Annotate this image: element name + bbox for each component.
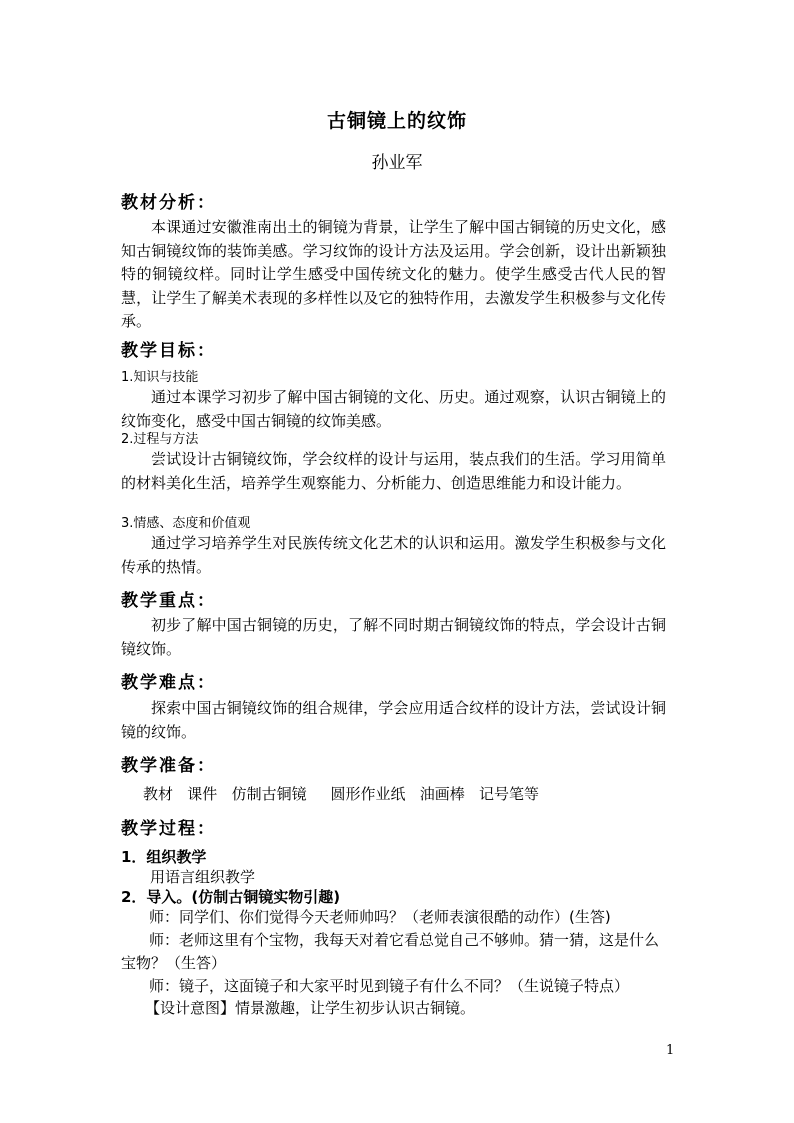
process-line-4: 【设计意图】情景激趣，让学生初步认识古铜镜。 [145, 999, 476, 1017]
section-heading-goals: 教学目标： [121, 341, 216, 361]
goal-text-3: 通过学习培养学生对民族传统文化艺术的认识和运用。激发学生积极参与文化传承的热情。 [121, 534, 666, 576]
process-step-2-title: 2．导入。(仿制古铜镜实物引趣) [121, 888, 341, 906]
process-line-2: 师：老师这里有个宝物，我每天对着它看总觉自己不够帅。猜一猜，这是什么宝物？（生答） [121, 931, 660, 972]
section-heading-key: 教学重点： [121, 591, 216, 611]
section-heading-process: 教学过程： [121, 819, 216, 839]
section-heading-prep: 教学准备： [121, 756, 216, 776]
goal-label-1: 1.知识与技能 [121, 370, 199, 385]
goal-label-2: 2.过程与方法 [121, 432, 199, 447]
page-number: 1 [666, 1043, 675, 1058]
prep-materials: 教材 课件 仿制古铜镜 圆形作业纸 油画棒 记号笔等 [143, 785, 540, 803]
process-step-1-title: 1．组织教学 [121, 848, 207, 866]
process-step-1-text: 用语言组织教学 [150, 868, 256, 886]
goal-text-1: 通过本课学习初步了解中国古铜镜的文化、历史。通过观察，认识古铜镜上的纹饰变化，感受中国古铜镜的纹饰美感。 [121, 388, 666, 430]
analysis-paragraph: 本课通过安徽淮南出土的铜镜为背景，让学生了解中国古铜镜的历史文化，感知古铜镜纹饰的装饰美感。学习纹饰的设计方法及运用。学会创新，设计出新颖独特的铜镜纹样。同时让学生感受中国传统文化的魅力。使学生感受古代人民的智慧，让学生了解美术表现的多样性以及它的独特作用，去激发学生积极参与文化传承。 [121, 218, 666, 330]
difficulty-paragraph: 探索中国古铜镜纹饰的组合规律，学会应用适合纹样的设计方法，尝试设计铜镜的纹饰。 [121, 699, 666, 741]
author-name: 孙业军 [371, 153, 423, 173]
process-line-1: 师：同学们、你们觉得今天老师帅吗？（老师表演很酷的动作）(生答) [149, 908, 611, 926]
section-heading-analysis: 教材分析： [121, 193, 216, 213]
document-title: 古铜镜上的纹饰 [326, 110, 467, 132]
process-line-3: 师：镜子，这面镜子和大家平时见到镜子有什么不同？（生说镜子特点） [149, 977, 630, 995]
goal-label-3: 3.情感、态度和价值观 [121, 516, 251, 531]
goal-text-2: 尝试设计古铜镜纹饰，学会纹样的设计与运用，装点我们的生活。学习用简单的材料美化生活，培养学生观察能力、分析能力、创造思维能力和设计能力。 [121, 450, 666, 492]
section-heading-difficulty: 教学难点： [121, 673, 216, 693]
key-paragraph: 初步了解中国古铜镜的历史，了解不同时期古铜镜纹饰的特点，学会设计古铜镜纹饰。 [121, 616, 666, 658]
